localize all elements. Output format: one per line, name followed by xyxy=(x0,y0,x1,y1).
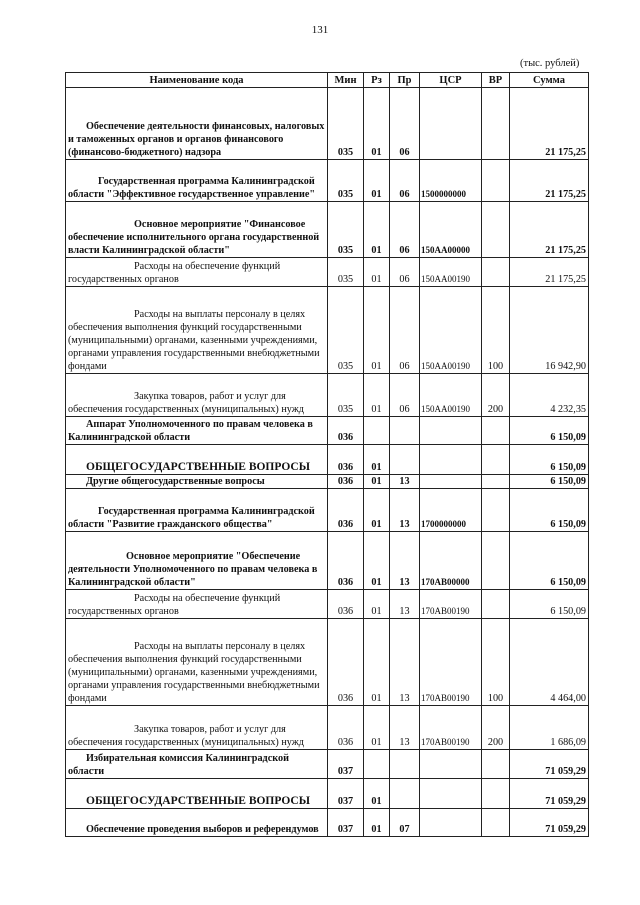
row-name: Обеспечение проведения выборов и референдумов xyxy=(66,809,328,837)
table-row xyxy=(66,489,589,532)
row-sum: 6 150,09 xyxy=(510,417,589,445)
row-sum: 6 150,09 xyxy=(510,475,589,489)
table-row xyxy=(66,619,589,706)
row-pr: 06 xyxy=(390,258,420,287)
row-min: 035 xyxy=(328,287,364,374)
row-vr: 100 xyxy=(482,619,510,706)
row-min: 036 xyxy=(328,590,364,619)
row-vr xyxy=(482,590,510,619)
table-row xyxy=(66,809,589,837)
row-pr xyxy=(390,417,420,445)
row-min: 037 xyxy=(328,750,364,779)
row-vr xyxy=(482,475,510,489)
row-rz: 01 xyxy=(364,445,390,475)
row-rz: 01 xyxy=(364,809,390,837)
table-row xyxy=(66,475,589,489)
row-vr xyxy=(482,160,510,202)
row-name: Государственная программа Калининградской области "Эффективное государственное управление" xyxy=(66,160,328,202)
row-csr: 150АА00190 xyxy=(420,287,482,374)
row-csr: 170АВ00000 xyxy=(420,532,482,590)
row-vr xyxy=(482,750,510,779)
row-rz: 01 xyxy=(364,779,390,809)
row-name: Основное мероприятие "Обеспечение деятельности Уполномоченного по правам человека в Калининградской области" xyxy=(66,532,328,590)
row-sum: 6 150,09 xyxy=(510,532,589,590)
row-pr: 13 xyxy=(390,619,420,706)
row-min: 035 xyxy=(328,160,364,202)
row-name: Государственная программа Калининградской области "Развитие гражданского общества" xyxy=(66,489,328,532)
row-rz: 01 xyxy=(364,706,390,750)
row-csr xyxy=(420,445,482,475)
row-min: 037 xyxy=(328,809,364,837)
row-vr xyxy=(482,489,510,532)
row-name: Избирательная комиссия Калининградской области xyxy=(66,750,328,779)
row-csr xyxy=(420,750,482,779)
row-csr xyxy=(420,475,482,489)
row-name: ОБЩЕГОСУДАРСТВЕННЫЕ ВОПРОСЫ xyxy=(66,779,328,809)
row-pr xyxy=(390,779,420,809)
row-name: Закупка товаров, работ и услуг для обеспечения государственных (муниципальных) нужд xyxy=(66,706,328,750)
page-number: 131 xyxy=(311,24,329,36)
row-pr: 13 xyxy=(390,532,420,590)
header-pr: Пр xyxy=(390,73,420,88)
table-row xyxy=(66,287,589,374)
row-name: Аппарат Уполномоченного по правам человека в Калининградской области xyxy=(66,417,328,445)
row-vr: 200 xyxy=(482,706,510,750)
row-sum: 71 059,29 xyxy=(510,779,589,809)
row-sum: 16 942,90 xyxy=(510,287,589,374)
row-vr xyxy=(482,88,510,160)
header-name: Наименование кода xyxy=(66,73,328,88)
row-pr: 13 xyxy=(390,489,420,532)
row-csr: 1500000000 xyxy=(420,160,482,202)
row-min: 036 xyxy=(328,445,364,475)
row-pr: 06 xyxy=(390,160,420,202)
row-vr: 100 xyxy=(482,287,510,374)
row-name: ОБЩЕГОСУДАРСТВЕННЫЕ ВОПРОСЫ xyxy=(66,445,328,475)
row-pr: 13 xyxy=(390,590,420,619)
row-csr xyxy=(420,417,482,445)
row-rz: 01 xyxy=(364,489,390,532)
row-csr: 170АВ00190 xyxy=(420,590,482,619)
header-min: Мин xyxy=(328,73,364,88)
row-min: 037 xyxy=(328,779,364,809)
row-vr: 200 xyxy=(482,374,510,417)
row-sum: 1 686,09 xyxy=(510,706,589,750)
row-rz: 01 xyxy=(364,258,390,287)
table-row xyxy=(66,374,589,417)
row-pr: 06 xyxy=(390,374,420,417)
row-rz: 01 xyxy=(364,88,390,160)
table-row xyxy=(66,779,589,809)
table-row xyxy=(66,88,589,160)
row-sum: 4 464,00 xyxy=(510,619,589,706)
table-row xyxy=(66,590,589,619)
row-vr xyxy=(482,532,510,590)
row-csr: 1700000000 xyxy=(420,489,482,532)
row-csr: 170АВ00190 xyxy=(420,619,482,706)
row-min: 035 xyxy=(328,374,364,417)
row-csr: 150АА00190 xyxy=(420,374,482,417)
table-row xyxy=(66,160,589,202)
row-name: Обеспечение деятельности финансовых, налоговых и таможенных органов и органов финансового (финансово-бюджетного) надзора xyxy=(66,88,328,160)
row-rz: 01 xyxy=(364,287,390,374)
row-sum: 71 059,29 xyxy=(510,750,589,779)
row-rz: 01 xyxy=(364,475,390,489)
row-pr: 07 xyxy=(390,809,420,837)
row-sum: 21 175,25 xyxy=(510,258,589,287)
row-sum: 4 232,35 xyxy=(510,374,589,417)
row-pr xyxy=(390,445,420,475)
table-header-row xyxy=(66,73,589,88)
header-rz: Рз xyxy=(364,73,390,88)
row-pr: 13 xyxy=(390,475,420,489)
row-min: 036 xyxy=(328,619,364,706)
row-name: Расходы на обеспечение функций государственных органов xyxy=(66,258,328,287)
row-sum: 21 175,25 xyxy=(510,160,589,202)
row-csr: 150АА00190 xyxy=(420,258,482,287)
row-pr: 13 xyxy=(390,706,420,750)
row-csr xyxy=(420,779,482,809)
row-name: Закупка товаров, работ и услуг для обеспечения государственных (муниципальных) нужд xyxy=(66,374,328,417)
row-csr: 150АА00000 xyxy=(420,202,482,258)
row-csr xyxy=(420,88,482,160)
table-row xyxy=(66,532,589,590)
row-min: 036 xyxy=(328,475,364,489)
row-csr xyxy=(420,809,482,837)
row-min: 035 xyxy=(328,202,364,258)
row-rz: 01 xyxy=(364,532,390,590)
row-name: Другие общегосударственные вопросы xyxy=(66,475,328,489)
row-rz: 01 xyxy=(364,619,390,706)
row-min: 035 xyxy=(328,258,364,287)
table-row xyxy=(66,750,589,779)
row-vr xyxy=(482,445,510,475)
row-min: 035 xyxy=(328,88,364,160)
row-rz: 01 xyxy=(364,160,390,202)
row-vr xyxy=(482,202,510,258)
row-name: Расходы на выплаты персоналу в целях обеспечения выполнения функций государственными (муниципальными) органами, казенными учреждениями, органами управления государственными внебюджетными фондами xyxy=(66,287,328,374)
row-name: Основное мероприятие "Финансовое обеспечение исполнительного органа государственной власти Калининградской области" xyxy=(66,202,328,258)
row-min: 036 xyxy=(328,489,364,532)
header-csr: ЦСР xyxy=(420,73,482,88)
row-vr xyxy=(482,258,510,287)
table-row xyxy=(66,445,589,475)
row-csr: 170АВ00190 xyxy=(420,706,482,750)
row-rz: 01 xyxy=(364,590,390,619)
row-vr xyxy=(482,779,510,809)
row-rz: 01 xyxy=(364,374,390,417)
row-sum: 6 150,09 xyxy=(510,590,589,619)
row-pr: 06 xyxy=(390,287,420,374)
row-vr xyxy=(482,417,510,445)
header-vr: ВР xyxy=(482,73,510,88)
table-row xyxy=(66,417,589,445)
row-rz xyxy=(364,750,390,779)
table-row xyxy=(66,706,589,750)
row-sum: 21 175,25 xyxy=(510,88,589,160)
row-sum: 71 059,29 xyxy=(510,809,589,837)
budget-table xyxy=(65,72,589,837)
row-vr xyxy=(482,809,510,837)
row-sum: 6 150,09 xyxy=(510,445,589,475)
row-min: 036 xyxy=(328,417,364,445)
table-row xyxy=(66,202,589,258)
row-pr: 06 xyxy=(390,88,420,160)
unit-label: (тыс. рублей) xyxy=(520,58,580,69)
header-sum: Сумма xyxy=(510,73,589,88)
table-row xyxy=(66,258,589,287)
row-sum: 21 175,25 xyxy=(510,202,589,258)
row-name: Расходы на выплаты персоналу в целях обеспечения выполнения функций государственными (муниципальными) органами, казенными учреждениями, органами управления государственными внебюджетными фондами xyxy=(66,619,328,706)
row-rz xyxy=(364,417,390,445)
row-rz: 01 xyxy=(364,202,390,258)
row-pr xyxy=(390,750,420,779)
row-pr: 06 xyxy=(390,202,420,258)
row-min: 036 xyxy=(328,532,364,590)
row-name: Расходы на обеспечение функций государственных органов xyxy=(66,590,328,619)
row-sum: 6 150,09 xyxy=(510,489,589,532)
row-min: 036 xyxy=(328,706,364,750)
